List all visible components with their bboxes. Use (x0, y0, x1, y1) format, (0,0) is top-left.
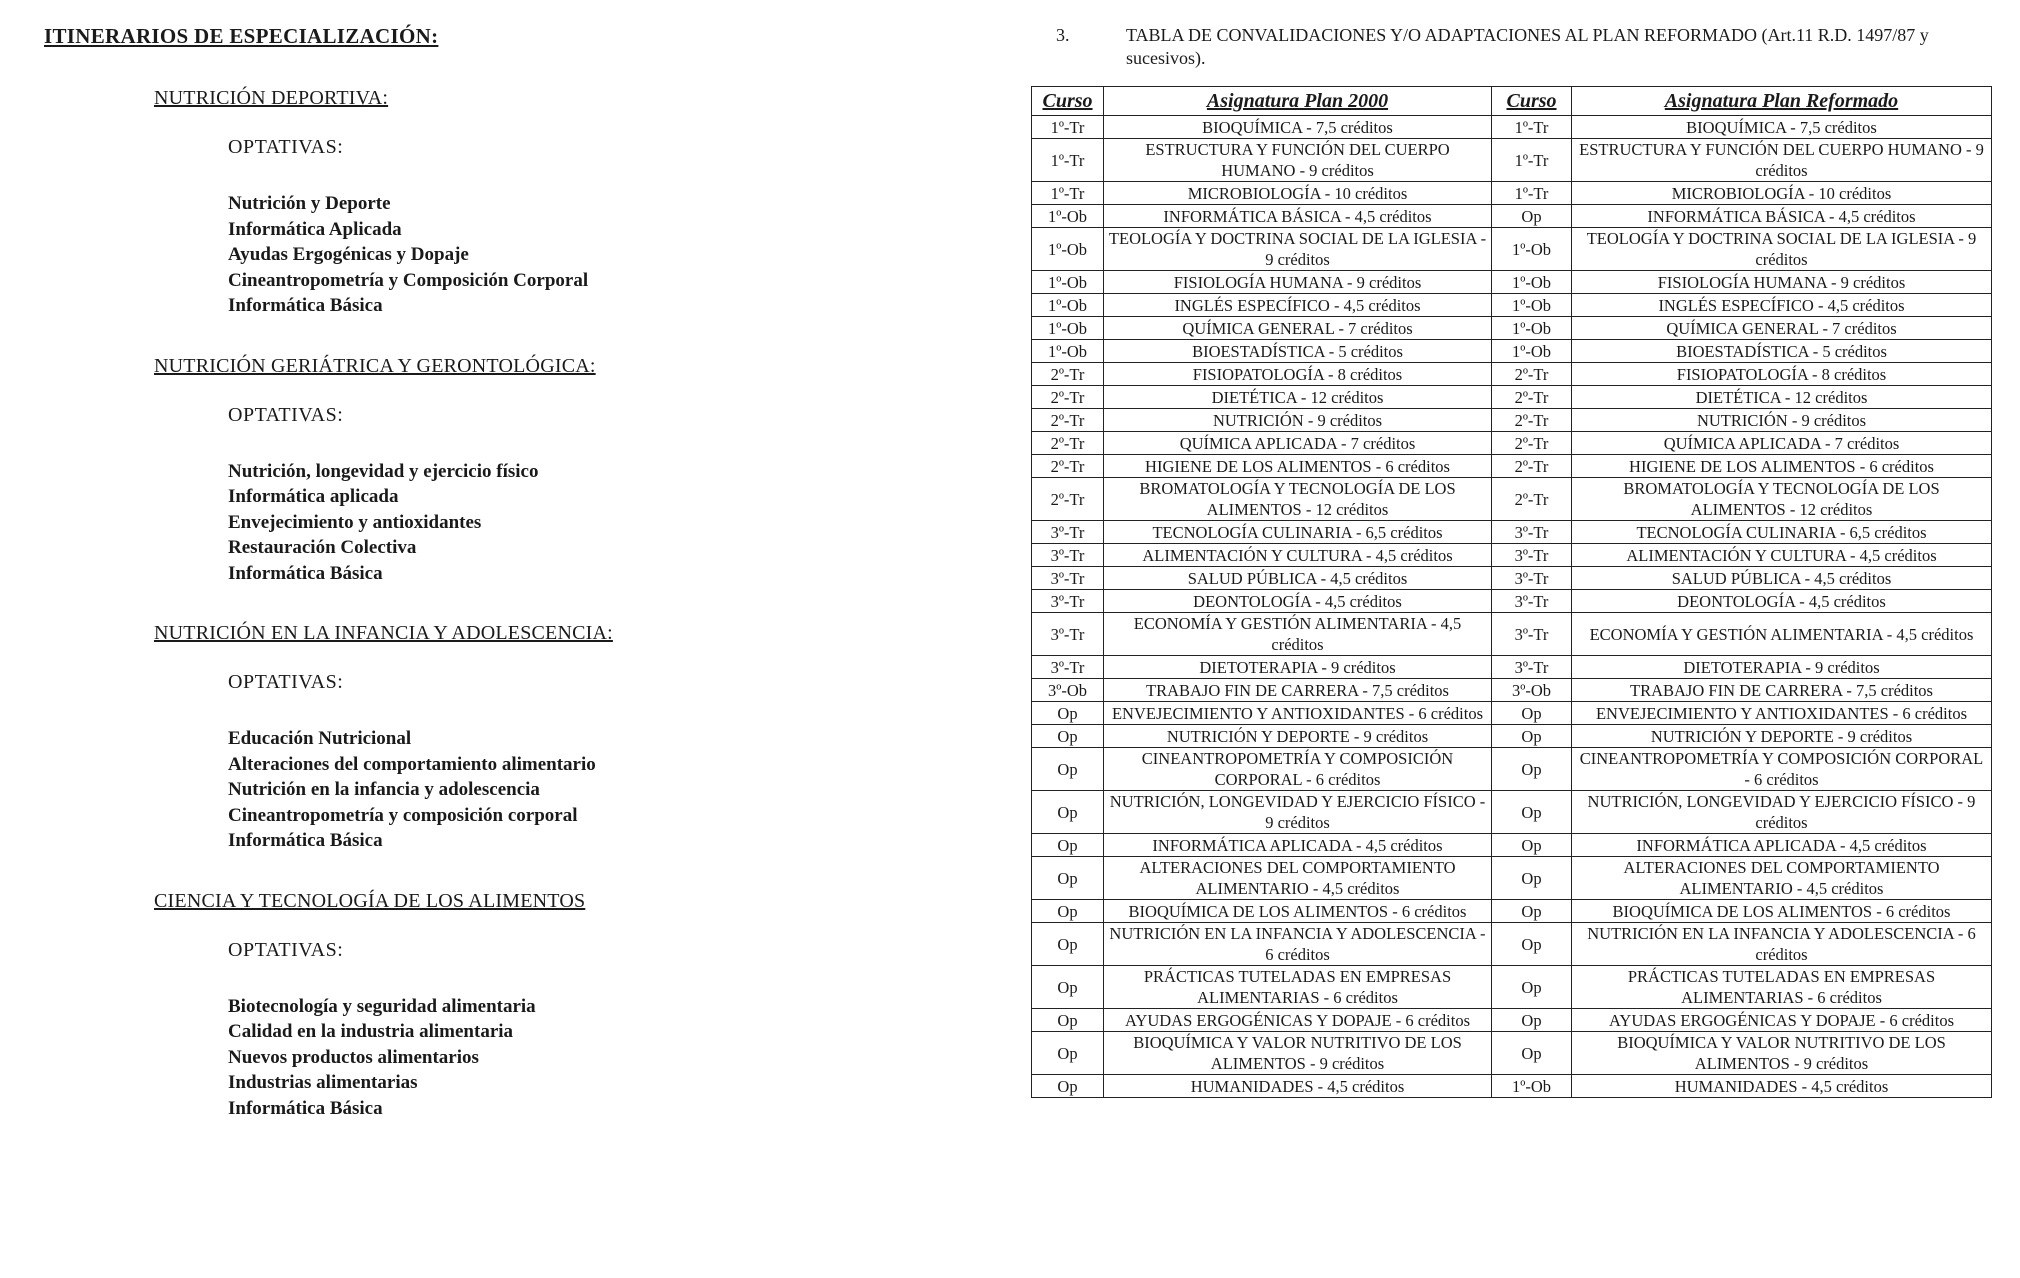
curso-reformado-cell: Op (1492, 900, 1572, 923)
course-item: Nutrición, longevidad y ejercicio físico (228, 460, 539, 482)
table-row (1032, 409, 1992, 432)
curso-reformado-cell: 3º-Tr (1492, 544, 1572, 567)
curso-2000-cell: 3º-Tr (1032, 544, 1104, 567)
itinerary-title: NUTRICIÓN GERIÁTRICA Y GERONTOLÓGICA: (154, 354, 596, 377)
optativas-label: OPTATIVAS: (228, 938, 344, 961)
table-row (1032, 679, 1992, 702)
curso-2000-cell: 1º-Ob (1032, 271, 1104, 294)
asignatura-2000-cell: BIOQUÍMICA Y VALOR NUTRITIVO DE LOS ALIMENTOS - 9 créditos (1104, 1032, 1492, 1075)
curso-2000-cell: Op (1032, 725, 1104, 748)
asignatura-reformado-cell: BIOQUÍMICA Y VALOR NUTRITIVO DE LOS ALIMENTOS - 9 créditos (1572, 1032, 1992, 1075)
asignatura-2000-cell: NUTRICIÓN - 9 créditos (1104, 409, 1492, 432)
asignatura-reformado-cell: BIOESTADÍSTICA - 5 créditos (1572, 340, 1992, 363)
table-row (1032, 228, 1992, 271)
asignatura-reformado-cell: ALTERACIONES DEL COMPORTAMIENTO ALIMENTARIO - 4,5 créditos (1572, 857, 1992, 900)
table-row (1032, 725, 1992, 748)
table-row (1032, 294, 1992, 317)
curso-2000-cell: 3º-Tr (1032, 521, 1104, 544)
course-item: Nutrición en la infancia y adolescencia (228, 779, 540, 800)
curso-2000-cell: 3º-Ob (1032, 679, 1104, 702)
table-row (1032, 363, 1992, 386)
asignatura-reformado-cell: NUTRICIÓN Y DEPORTE - 9 créditos (1572, 725, 1992, 748)
itinerary-section (154, 890, 964, 1122)
asignatura-reformado-cell: NUTRICIÓN EN LA INFANCIA Y ADOLESCENCIA - 6 créditos (1572, 923, 1992, 966)
header-cell: Asignatura Plan Reformado (1572, 87, 1992, 116)
curso-reformado-cell: Op (1492, 702, 1572, 725)
curso-2000-cell: 1º-Ob (1032, 340, 1104, 363)
table-row (1032, 478, 1992, 521)
asignatura-2000-cell: TRABAJO FIN DE CARRERA - 7,5 créditos (1104, 679, 1492, 702)
course-item: Informática Básica (228, 295, 383, 316)
itinerary-title: CIENCIA Y TECNOLOGÍA DE LOS ALIMENTOS (154, 889, 586, 912)
asignatura-2000-cell: TEOLOGÍA Y DOCTRINA SOCIAL DE LA IGLESIA - 9 créditos (1104, 228, 1492, 271)
curso-reformado-cell: Op (1492, 1009, 1572, 1032)
course-item: Nutrición y Deporte (228, 193, 391, 214)
asignatura-reformado-cell: BROMATOLOGÍA Y TECNOLOGÍA DE LOS ALIMENTOS - 12 créditos (1572, 478, 1992, 521)
convalidation-table (1031, 86, 1992, 1098)
table-row (1032, 1075, 1992, 1098)
header-cell: Asignatura Plan 2000 (1104, 87, 1492, 116)
right-page (1042, 24, 1996, 1098)
asignatura-reformado-cell: BIOQUÍMICA - 7,5 créditos (1572, 116, 1992, 139)
course-item: Cineantropometría y composición corporal (228, 804, 578, 826)
asignatura-reformado-cell: FISIOLOGÍA HUMANA - 9 créditos (1572, 271, 1992, 294)
curso-reformado-cell: 2º-Tr (1492, 432, 1572, 455)
table-row (1032, 791, 1992, 834)
table-row (1032, 521, 1992, 544)
asignatura-reformado-cell: PRÁCTICAS TUTELADAS EN EMPRESAS ALIMENTARIAS - 6 créditos (1572, 966, 1992, 1009)
asignatura-reformado-cell: DIETÉTICA - 12 créditos (1572, 386, 1992, 409)
curso-reformado-cell: 3º-Tr (1492, 656, 1572, 679)
course-item: Informática Básica (228, 830, 383, 851)
course-list (228, 994, 964, 1122)
table-row (1032, 1009, 1992, 1032)
curso-2000-cell: 1º-Tr (1032, 182, 1104, 205)
curso-reformado-cell: Op (1492, 966, 1572, 1009)
itinerary-section (154, 87, 964, 319)
curso-2000-cell: Op (1032, 1032, 1104, 1075)
asignatura-2000-cell: QUÍMICA APLICADA - 7 créditos (1104, 432, 1492, 455)
curso-reformado-cell: 1º-Ob (1492, 228, 1572, 271)
asignatura-2000-cell: MICROBIOLOGÍA - 10 créditos (1104, 182, 1492, 205)
curso-reformado-cell: Op (1492, 834, 1572, 857)
curso-2000-cell: Op (1032, 900, 1104, 923)
course-item: Envejecimiento y antioxidantes (228, 511, 482, 533)
curso-reformado-cell: 3º-Tr (1492, 521, 1572, 544)
table-row (1032, 900, 1992, 923)
curso-reformado-cell: 1º-Tr (1492, 116, 1572, 139)
table-row (1032, 317, 1992, 340)
optativas-label: OPTATIVAS: (228, 136, 344, 158)
asignatura-reformado-cell: ALIMENTACIÓN Y CULTURA - 4,5 créditos (1572, 544, 1992, 567)
heading-text: TABLA DE CONVALIDACIONES Y/O ADAPTACIONES AL PLAN REFORMADO (Art.11 R.D. 1497/87 y sucesivos). (1126, 25, 1929, 68)
asignatura-reformado-cell: FISIOPATOLOGÍA - 8 créditos (1572, 363, 1992, 386)
asignatura-2000-cell: ECONOMÍA Y GESTIÓN ALIMENTARIA - 4,5 créditos (1104, 613, 1492, 656)
asignatura-reformado-cell: INFORMÁTICA APLICADA - 4,5 créditos (1572, 834, 1992, 857)
curso-2000-cell: 1º-Ob (1032, 317, 1104, 340)
table-row (1032, 182, 1992, 205)
course-list (228, 191, 964, 319)
curso-reformado-cell: 2º-Tr (1492, 363, 1572, 386)
course-item: Informática Aplicada (228, 218, 402, 240)
table-row (1032, 139, 1992, 182)
table-row (1032, 857, 1992, 900)
asignatura-reformado-cell: TECNOLOGÍA CULINARIA - 6,5 créditos (1572, 521, 1992, 544)
header-cell: Curso (1492, 87, 1572, 116)
asignatura-2000-cell: BIOESTADÍSTICA - 5 créditos (1104, 340, 1492, 363)
course-item: Biotecnología y seguridad alimentaria (228, 995, 536, 1017)
curso-2000-cell: 3º-Tr (1032, 567, 1104, 590)
table-row (1032, 748, 1992, 791)
asignatura-2000-cell: DIETOTERAPIA - 9 créditos (1104, 656, 1492, 679)
table-row (1032, 966, 1992, 1009)
curso-reformado-cell: 3º-Tr (1492, 613, 1572, 656)
asignatura-2000-cell: FISIOLOGÍA HUMANA - 9 créditos (1104, 271, 1492, 294)
asignatura-2000-cell: INFORMÁTICA APLICADA - 4,5 créditos (1104, 834, 1492, 857)
asignatura-reformado-cell: INFORMÁTICA BÁSICA - 4,5 créditos (1572, 205, 1992, 228)
asignatura-2000-cell: NUTRICIÓN EN LA INFANCIA Y ADOLESCENCIA - 6 créditos (1104, 923, 1492, 966)
table-row (1032, 656, 1992, 679)
asignatura-reformado-cell: ENVEJECIMIENTO Y ANTIOXIDANTES - 6 créditos (1572, 702, 1992, 725)
asignatura-reformado-cell: HUMANIDADES - 4,5 créditos (1572, 1075, 1992, 1098)
curso-reformado-cell: Op (1492, 205, 1572, 228)
course-list (228, 726, 964, 854)
course-item: Informática Básica (228, 1097, 383, 1119)
curso-reformado-cell: 1º-Ob (1492, 340, 1572, 363)
table-body (1032, 116, 1992, 1098)
curso-reformado-cell: 1º-Ob (1492, 294, 1572, 317)
curso-reformado-cell: 3º-Tr (1492, 590, 1572, 613)
course-item: Industrias alimentarias (228, 1072, 418, 1093)
curso-2000-cell: 1º-Tr (1032, 116, 1104, 139)
curso-reformado-cell: 2º-Tr (1492, 478, 1572, 521)
course-item: Informática Básica (228, 562, 383, 584)
curso-2000-cell: 2º-Tr (1032, 409, 1104, 432)
curso-reformado-cell: 2º-Tr (1492, 409, 1572, 432)
asignatura-reformado-cell: BIOQUÍMICA DE LOS ALIMENTOS - 6 créditos (1572, 900, 1992, 923)
curso-2000-cell: 3º-Tr (1032, 590, 1104, 613)
asignatura-2000-cell: CINEANTROPOMETRÍA Y COMPOSICIÓN CORPORAL - 6 créditos (1104, 748, 1492, 791)
curso-reformado-cell: Op (1492, 791, 1572, 834)
itinerary-section (154, 355, 964, 587)
asignatura-2000-cell: BIOQUÍMICA DE LOS ALIMENTOS - 6 créditos (1104, 900, 1492, 923)
table-row (1032, 340, 1992, 363)
curso-2000-cell: Op (1032, 966, 1104, 1009)
asignatura-2000-cell: HUMANIDADES - 4,5 créditos (1104, 1075, 1492, 1098)
curso-2000-cell: 1º-Ob (1032, 228, 1104, 271)
curso-2000-cell: 2º-Tr (1032, 363, 1104, 386)
asignatura-reformado-cell: QUÍMICA GENERAL - 7 créditos (1572, 317, 1992, 340)
asignatura-reformado-cell: CINEANTROPOMETRÍA Y COMPOSICIÓN CORPORAL - 6 créditos (1572, 748, 1992, 791)
curso-2000-cell: Op (1032, 834, 1104, 857)
table-row (1032, 544, 1992, 567)
asignatura-2000-cell: INFORMÁTICA BÁSICA - 4,5 créditos (1104, 205, 1492, 228)
curso-reformado-cell: Op (1492, 923, 1572, 966)
curso-reformado-cell: 1º-Tr (1492, 182, 1572, 205)
curso-reformado-cell: 1º-Ob (1492, 271, 1572, 294)
asignatura-reformado-cell: NUTRICIÓN, LONGEVIDAD Y EJERCICIO FÍSICO - 9 créditos (1572, 791, 1992, 834)
table-heading (1056, 24, 1996, 70)
course-item: Informática aplicada (228, 486, 399, 507)
itinerary-section (154, 622, 964, 854)
asignatura-2000-cell: INGLÉS ESPECÍFICO - 4,5 créditos (1104, 294, 1492, 317)
table-row (1032, 116, 1992, 139)
course-item: Educación Nutricional (228, 728, 412, 749)
table-header-row (1032, 87, 1992, 116)
asignatura-2000-cell: ESTRUCTURA Y FUNCIÓN DEL CUERPO HUMANO - 9 créditos (1104, 139, 1492, 182)
curso-2000-cell: Op (1032, 791, 1104, 834)
asignatura-2000-cell: HIGIENE DE LOS ALIMENTOS - 6 créditos (1104, 455, 1492, 478)
section-number: 3. (1056, 25, 1070, 45)
asignatura-2000-cell: DIETÉTICA - 12 créditos (1104, 386, 1492, 409)
course-item: Alteraciones del comportamiento alimentario (228, 753, 596, 775)
asignatura-2000-cell: AYUDAS ERGOGÉNICAS Y DOPAJE - 6 créditos (1104, 1009, 1492, 1032)
asignatura-2000-cell: BROMATOLOGÍA Y TECNOLOGÍA DE LOS ALIMENTOS - 12 créditos (1104, 478, 1492, 521)
asignatura-2000-cell: ENVEJECIMIENTO Y ANTIOXIDANTES - 6 créditos (1104, 702, 1492, 725)
asignatura-reformado-cell: ESTRUCTURA Y FUNCIÓN DEL CUERPO HUMANO - 9 créditos (1572, 139, 1992, 182)
table-row (1032, 702, 1992, 725)
curso-2000-cell: Op (1032, 923, 1104, 966)
asignatura-2000-cell: NUTRICIÓN, LONGEVIDAD Y EJERCICIO FÍSICO - 9 créditos (1104, 791, 1492, 834)
asignatura-reformado-cell: HIGIENE DE LOS ALIMENTOS - 6 créditos (1572, 455, 1992, 478)
table-row (1032, 834, 1992, 857)
curso-2000-cell: 1º-Tr (1032, 139, 1104, 182)
asignatura-2000-cell: PRÁCTICAS TUTELADAS EN EMPRESAS ALIMENTARIAS - 6 créditos (1104, 966, 1492, 1009)
asignatura-2000-cell: BIOQUÍMICA - 7,5 créditos (1104, 116, 1492, 139)
asignatura-2000-cell: ALTERACIONES DEL COMPORTAMIENTO ALIMENTARIO - 4,5 créditos (1104, 857, 1492, 900)
asignatura-reformado-cell: SALUD PÚBLICA - 4,5 créditos (1572, 567, 1992, 590)
table-row (1032, 1032, 1992, 1075)
table-row (1032, 613, 1992, 656)
asignatura-2000-cell: QUÍMICA GENERAL - 7 créditos (1104, 317, 1492, 340)
curso-2000-cell: Op (1032, 702, 1104, 725)
curso-2000-cell: Op (1032, 1009, 1104, 1032)
asignatura-2000-cell: DEONTOLOGÍA - 4,5 créditos (1104, 590, 1492, 613)
course-list (228, 459, 964, 587)
curso-reformado-cell: 2º-Tr (1492, 386, 1572, 409)
header-cell: Curso (1032, 87, 1104, 116)
curso-2000-cell: 2º-Tr (1032, 478, 1104, 521)
table-row (1032, 923, 1992, 966)
curso-reformado-cell: 3º-Ob (1492, 679, 1572, 702)
table-row (1032, 567, 1992, 590)
course-item: Calidad en la industria alimentaria (228, 1021, 514, 1042)
curso-reformado-cell: Op (1492, 748, 1572, 791)
page-title: ITINERARIOS DE ESPECIALIZACIÓN: (44, 24, 439, 48)
curso-reformado-cell: 2º-Tr (1492, 455, 1572, 478)
course-item: Nuevos productos alimentarios (228, 1046, 479, 1068)
curso-reformado-cell: 3º-Tr (1492, 567, 1572, 590)
asignatura-2000-cell: SALUD PÚBLICA - 4,5 créditos (1104, 567, 1492, 590)
optativas-label: OPTATIVAS: (228, 671, 344, 693)
curso-reformado-cell: Op (1492, 1032, 1572, 1075)
curso-reformado-cell: 1º-Ob (1492, 317, 1572, 340)
table-row (1032, 432, 1992, 455)
curso-2000-cell: 2º-Tr (1032, 455, 1104, 478)
curso-reformado-cell: Op (1492, 857, 1572, 900)
asignatura-2000-cell: TECNOLOGÍA CULINARIA - 6,5 créditos (1104, 521, 1492, 544)
course-item: Ayudas Ergogénicas y Dopaje (228, 244, 469, 265)
asignatura-reformado-cell: TEOLOGÍA Y DOCTRINA SOCIAL DE LA IGLESIA - 9 créditos (1572, 228, 1992, 271)
curso-2000-cell: 1º-Ob (1032, 294, 1104, 317)
itinerary-title: NUTRICIÓN EN LA INFANCIA Y ADOLESCENCIA: (154, 622, 613, 644)
table-row (1032, 271, 1992, 294)
asignatura-reformado-cell: DEONTOLOGÍA - 4,5 créditos (1572, 590, 1992, 613)
optativas-label: OPTATIVAS: (228, 403, 344, 426)
asignatura-reformado-cell: INGLÉS ESPECÍFICO - 4,5 créditos (1572, 294, 1992, 317)
asignatura-reformado-cell: MICROBIOLOGÍA - 10 créditos (1572, 182, 1992, 205)
curso-2000-cell: Op (1032, 857, 1104, 900)
curso-2000-cell: 2º-Tr (1032, 432, 1104, 455)
asignatura-reformado-cell: DIETOTERAPIA - 9 créditos (1572, 656, 1992, 679)
curso-2000-cell: Op (1032, 1075, 1104, 1098)
curso-2000-cell: 3º-Tr (1032, 613, 1104, 656)
curso-2000-cell: 2º-Tr (1032, 386, 1104, 409)
curso-2000-cell: 1º-Ob (1032, 205, 1104, 228)
course-item: Restauración Colectiva (228, 537, 417, 558)
table-row (1032, 386, 1992, 409)
curso-reformado-cell: Op (1492, 725, 1572, 748)
table-row (1032, 455, 1992, 478)
asignatura-reformado-cell: QUÍMICA APLICADA - 7 créditos (1572, 432, 1992, 455)
asignatura-2000-cell: ALIMENTACIÓN Y CULTURA - 4,5 créditos (1104, 544, 1492, 567)
curso-2000-cell: Op (1032, 748, 1104, 791)
asignatura-reformado-cell: NUTRICIÓN - 9 créditos (1572, 409, 1992, 432)
asignatura-2000-cell: FISIOPATOLOGÍA - 8 créditos (1104, 363, 1492, 386)
table-row (1032, 590, 1992, 613)
curso-reformado-cell: 1º-Tr (1492, 139, 1572, 182)
left-page (44, 24, 964, 1157)
itinerary-title: NUTRICIÓN DEPORTIVA: (154, 87, 389, 109)
asignatura-reformado-cell: AYUDAS ERGOGÉNICAS Y DOPAJE - 6 créditos (1572, 1009, 1992, 1032)
course-item: Cineantropometría y Composición Corporal (228, 269, 589, 291)
asignatura-reformado-cell: TRABAJO FIN DE CARRERA - 7,5 créditos (1572, 679, 1992, 702)
asignatura-2000-cell: NUTRICIÓN Y DEPORTE - 9 créditos (1104, 725, 1492, 748)
table-row (1032, 205, 1992, 228)
curso-2000-cell: 3º-Tr (1032, 656, 1104, 679)
asignatura-reformado-cell: ECONOMÍA Y GESTIÓN ALIMENTARIA - 4,5 créditos (1572, 613, 1992, 656)
curso-reformado-cell: 1º-Ob (1492, 1075, 1572, 1098)
